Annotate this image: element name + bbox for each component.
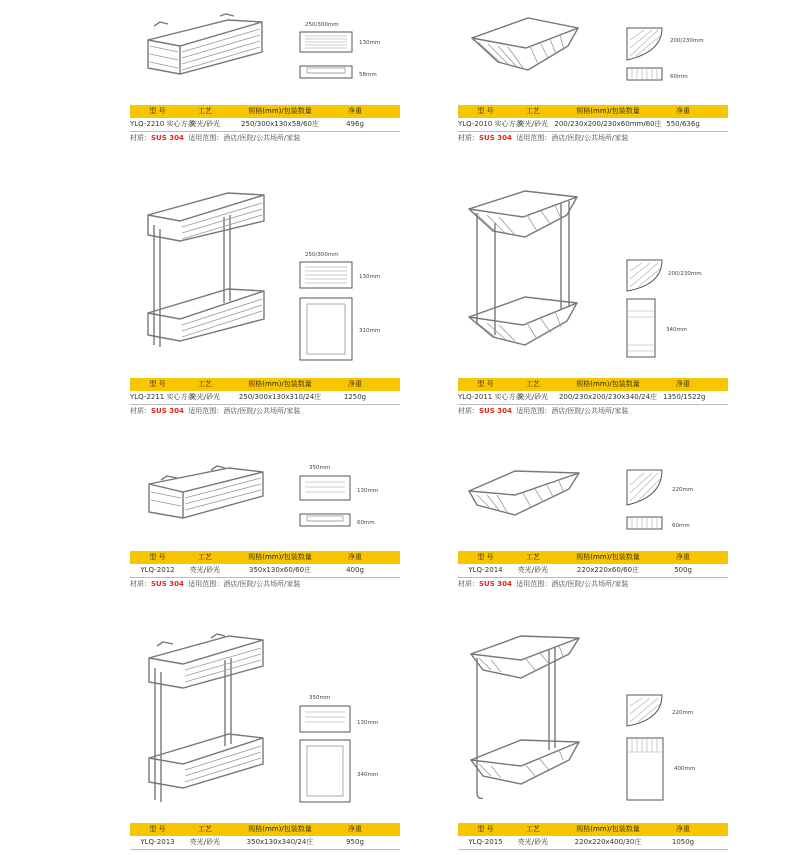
spec-row xyxy=(130,836,400,850)
spec-value: 220x220x400/30庄 xyxy=(574,838,642,846)
scope-text: 适用范围：酒店/医院/公共场所/家装 xyxy=(188,580,301,588)
model-value: YLQ-2010 实心方条 xyxy=(458,120,523,128)
header-craft: 工艺 xyxy=(198,553,212,561)
header-spec: 规格(mm)/包装数量 xyxy=(248,825,312,833)
spec-row xyxy=(458,836,728,850)
dim-height: 60mm xyxy=(672,523,690,529)
header-craft: 工艺 xyxy=(198,107,212,115)
header-spec: 规格(mm)/包装数量 xyxy=(576,380,640,388)
header-craft: 工艺 xyxy=(526,107,540,115)
header-spec: 规格(mm)/包装数量 xyxy=(576,553,640,561)
dim-width: 350mm xyxy=(309,465,331,471)
spec-header xyxy=(458,551,728,564)
dim-depth: 130mm xyxy=(357,488,379,494)
product-photo-rect-single-basket-2012 xyxy=(143,462,268,527)
product-photo-rect-single-basket xyxy=(140,12,270,77)
dim-width: 350mm xyxy=(309,695,331,701)
dimension-diagram-2010 xyxy=(622,20,712,85)
material-value: SUS 304 xyxy=(479,407,512,415)
spec-table xyxy=(130,378,400,418)
model-value: YLQ-2013 xyxy=(140,838,175,846)
product-photo-corner-single-basket-2014 xyxy=(465,465,585,525)
header-model: 型 号 xyxy=(477,825,494,833)
header-spec: 规格(mm)/包装数量 xyxy=(248,553,312,561)
spec-header xyxy=(458,378,728,391)
material-value: SUS 304 xyxy=(479,134,512,142)
dim-height: 60mm xyxy=(357,520,375,526)
dimension-diagram-2014 xyxy=(622,465,712,535)
product-photo-corner-single-basket xyxy=(468,12,583,77)
weight-value: 550/636g xyxy=(666,120,700,128)
scope-text: 适用范围：酒店/医院/公共场所/家装 xyxy=(516,407,629,415)
spec-row xyxy=(458,564,728,578)
spec-table xyxy=(458,378,728,418)
material-line xyxy=(458,132,728,145)
material-label: 材质： xyxy=(130,407,151,415)
weight-value: 400g xyxy=(346,566,364,574)
craft-value: 亮光/砂光 xyxy=(517,838,549,846)
craft-value: 亮光/砂光 xyxy=(517,566,549,574)
header-weight: 净重 xyxy=(348,380,362,388)
header-spec: 规格(mm)/包装数量 xyxy=(576,107,640,115)
weight-value: 950g xyxy=(346,838,364,846)
dimension-diagram-2011 xyxy=(622,255,712,365)
dim-height: 340mm xyxy=(357,772,379,778)
dim-height: 58mm xyxy=(359,72,377,78)
header-weight: 净重 xyxy=(676,553,690,561)
dim-height: 400mm xyxy=(674,766,696,772)
model-value: YLQ-2211 实心方条 xyxy=(130,393,195,401)
product-photo-corner-double-basket xyxy=(465,185,583,355)
material-line xyxy=(458,405,728,418)
material-value: SUS 304 xyxy=(151,580,184,588)
spec-header xyxy=(130,551,400,564)
material-label: 材质： xyxy=(458,407,479,415)
material-value: SUS 304 xyxy=(151,134,184,142)
dim-size: 220mm xyxy=(672,487,694,493)
header-craft: 工艺 xyxy=(198,380,212,388)
scope-text: 适用范围：酒店/医院/公共场所/家装 xyxy=(516,134,629,142)
material-line xyxy=(130,578,400,591)
spec-value: 250/300x130x310/24庄 xyxy=(238,393,322,401)
spec-table xyxy=(458,823,728,850)
dimension-diagram-2210 xyxy=(295,20,385,85)
dimension-diagram-2015 xyxy=(622,692,712,807)
dimension-diagram-2013 xyxy=(295,692,385,807)
header-spec: 规格(mm)/包装数量 xyxy=(248,380,312,388)
header-model: 型 号 xyxy=(149,107,166,115)
scope-text: 适用范围：酒店/医院/公共场所/家装 xyxy=(188,134,301,142)
header-weight: 净重 xyxy=(676,107,690,115)
spec-value: 350x130x60/60庄 xyxy=(248,566,312,574)
dim-height: 340mm xyxy=(666,327,688,333)
dim-size: 200/230mm xyxy=(670,38,704,44)
header-weight: 净重 xyxy=(676,380,690,388)
dim-height: 60mm xyxy=(670,74,688,80)
spec-row xyxy=(458,118,728,132)
spec-value: 200/230x200/230x340/24庄 xyxy=(558,393,658,401)
header-model: 型 号 xyxy=(477,553,494,561)
material-label: 材质： xyxy=(458,580,479,588)
spec-value: 200/230x200/230x60mm/60庄 xyxy=(554,120,662,128)
product-photo-rect-double-basket xyxy=(140,185,270,355)
spec-value: 220x220x60/60庄 xyxy=(576,566,640,574)
header-model: 型 号 xyxy=(477,380,494,388)
weight-value: 496g xyxy=(346,120,364,128)
model-value: YLQ-2210 实心方条 xyxy=(130,120,195,128)
model-value: YLQ-2012 xyxy=(140,566,175,574)
model-value: YLQ-2011 实心方条 xyxy=(458,393,523,401)
material-line xyxy=(130,132,400,145)
material-label: 材质： xyxy=(130,134,151,142)
dim-width: 250/300mm xyxy=(305,22,339,28)
spec-table xyxy=(458,551,728,591)
scope-text: 适用范围：酒店/医院/公共场所/家装 xyxy=(516,580,629,588)
spec-header xyxy=(130,823,400,836)
dim-depth: 130mm xyxy=(359,274,381,280)
spec-row xyxy=(130,391,400,405)
scope-text: 适用范围：酒店/医院/公共场所/家装 xyxy=(188,407,301,415)
product-photo-rect-double-basket-2013 xyxy=(143,632,268,807)
dim-width: 250/300mm xyxy=(305,252,339,258)
header-spec: 规格(mm)/包装数量 xyxy=(248,107,312,115)
craft-value: 亮光/砂光 xyxy=(189,120,221,128)
material-line xyxy=(458,578,728,591)
dim-depth: 130mm xyxy=(359,40,381,46)
material-value: SUS 304 xyxy=(151,407,184,415)
header-weight: 净重 xyxy=(348,553,362,561)
craft-value: 亮光/砂光 xyxy=(517,393,549,401)
header-spec: 规格(mm)/包装数量 xyxy=(576,825,640,833)
product-photo-corner-double-basket-2015 xyxy=(465,632,585,807)
dimension-diagram-2211 xyxy=(295,250,390,365)
spec-table xyxy=(130,823,400,850)
header-model: 型 号 xyxy=(149,553,166,561)
weight-value: 500g xyxy=(674,566,692,574)
material-label: 材质： xyxy=(458,134,479,142)
spec-row xyxy=(130,564,400,578)
model-value: YLQ-2014 xyxy=(468,566,503,574)
spec-table xyxy=(130,551,400,591)
dim-depth: 130mm xyxy=(357,720,379,726)
material-label: 材质： xyxy=(130,580,151,588)
material-line xyxy=(130,405,400,418)
spec-value: 350x130x340/24庄 xyxy=(246,838,314,846)
header-model: 型 号 xyxy=(477,107,494,115)
weight-value: 1350/1522g xyxy=(663,393,706,401)
spec-row xyxy=(458,391,728,405)
header-weight: 净重 xyxy=(676,825,690,833)
dim-height: 310mm xyxy=(359,328,381,334)
header-model: 型 号 xyxy=(149,825,166,833)
header-craft: 工艺 xyxy=(198,825,212,833)
craft-value: 亮光/砂光 xyxy=(189,838,221,846)
spec-header xyxy=(458,105,728,118)
header-craft: 工艺 xyxy=(526,553,540,561)
spec-table xyxy=(130,105,400,145)
header-craft: 工艺 xyxy=(526,380,540,388)
craft-value: 亮光/砂光 xyxy=(189,393,221,401)
weight-value: 1050g xyxy=(671,838,695,846)
craft-value: 亮光/砂光 xyxy=(517,120,549,128)
dimension-diagram-2012 xyxy=(295,462,385,532)
craft-value: 亮光/砂光 xyxy=(189,566,221,574)
header-craft: 工艺 xyxy=(526,825,540,833)
dim-size: 200/230mm xyxy=(668,271,702,277)
header-model: 型 号 xyxy=(149,380,166,388)
header-weight: 净重 xyxy=(348,825,362,833)
spec-header xyxy=(458,823,728,836)
spec-table xyxy=(458,105,728,145)
spec-value: 250/300x130x58/60庄 xyxy=(241,120,319,128)
model-value: YLQ-2015 xyxy=(468,838,503,846)
material-value: SUS 304 xyxy=(479,580,512,588)
weight-value: 1250g xyxy=(343,393,367,401)
header-weight: 净重 xyxy=(348,107,362,115)
spec-row xyxy=(130,118,400,132)
spec-header xyxy=(130,105,400,118)
spec-header xyxy=(130,378,400,391)
dim-size: 220mm xyxy=(672,710,694,716)
